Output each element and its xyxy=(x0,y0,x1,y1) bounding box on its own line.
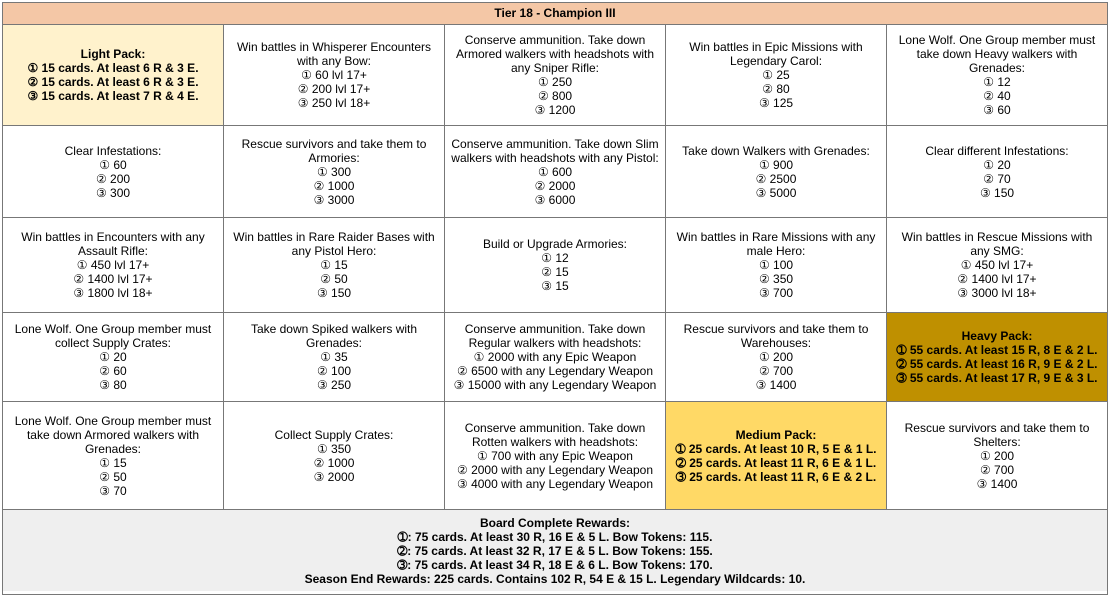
task-cell xyxy=(445,402,666,510)
task-description: Win battles in Rare Missions with any male Hero: xyxy=(676,230,876,258)
task-cell xyxy=(666,313,887,402)
task-goal-3: ③ 1400 xyxy=(755,378,797,392)
task-goal-2: ② 2000 with any Legendary Weapon xyxy=(456,462,653,477)
task-description: Lone Wolf. One Group member must take down Heavy walkers with Grenades: xyxy=(898,33,1096,75)
task-goal-2: ② 1400 lvl 17+ xyxy=(73,272,153,286)
season-end-rewards: Season End Rewards: 225 cards. Contains 102 R, 54 E & 15 L. Legendary Wildcards: 10. xyxy=(304,571,806,586)
task-goal-2: ② 100 xyxy=(316,364,352,378)
task-goal-3: ③ 70 xyxy=(99,483,127,498)
task-goal-3: ③ 15 xyxy=(541,279,569,293)
task-cell xyxy=(224,402,445,510)
task-cell xyxy=(224,25,445,126)
task-description: Win battles in Rare Raider Bases with any Pistol Hero: xyxy=(233,230,435,258)
task-description: Win battles in Epic Missions with Legendary Carol: xyxy=(689,40,863,68)
task-goal-3: ③ 1400 xyxy=(976,476,1018,491)
task-goal-2: ② 800 xyxy=(537,89,573,103)
task-cell xyxy=(3,218,224,313)
task-cell xyxy=(666,126,887,218)
task-goal-1: ① 25 xyxy=(762,68,790,82)
task-cell xyxy=(224,126,445,218)
pack-tier-3: ➂ 55 cards. At least 17 R, 9 E & 3 L. xyxy=(896,371,1098,385)
tier-board xyxy=(2,2,1108,595)
task-cell xyxy=(887,25,1107,126)
footer-reward-2: ➁: 75 cards. At least 32 R, 17 E & 5 L. Bow Tokens: 155. xyxy=(397,543,713,558)
task-goal-3: ③ 150 xyxy=(316,286,352,300)
task-goal-3: ③ 15000 with any Legendary Weapon xyxy=(453,378,657,392)
task-goal-3: ③ 300 xyxy=(95,185,131,200)
task-cell xyxy=(887,126,1107,218)
task-cell xyxy=(445,313,666,402)
pack-tier-2: ➁ 25 cards. At least 11 R, 6 E & 1 L. xyxy=(675,455,877,470)
pack-tier-3: ➂ 25 cards. At least 11 R, 6 E & 2 L. xyxy=(675,469,877,484)
task-grid xyxy=(3,25,1107,510)
task-goal-3: ③ 250 xyxy=(316,378,352,392)
task-description: Rescue survivors and take them to Armories: xyxy=(241,136,427,165)
task-description: Conserve ammunition. Take down Regular walkers with headshots: xyxy=(464,322,646,350)
task-goal-2: ② 1000 xyxy=(313,455,355,470)
task-goal-2: ② 2000 xyxy=(534,178,576,193)
task-goal-1: ① 450 lvl 17+ xyxy=(76,258,150,272)
task-goal-2: ② 1400 lvl 17+ xyxy=(957,272,1037,286)
task-description: Conserve ammunition. Take down Slim walkers with headshots with any Pistol: xyxy=(451,136,659,165)
footer-reward-3: ➂: 75 cards. At least 34 R, 18 E & 6 L. Bow Tokens: 170. xyxy=(397,557,713,572)
task-goal-1: ① 250 xyxy=(537,75,573,89)
task-goal-2: ② 80 xyxy=(762,82,790,96)
task-goal-3: ③ 3000 xyxy=(313,192,355,207)
light-pack-cell xyxy=(3,25,224,126)
task-goal-2: ② 700 xyxy=(979,462,1015,477)
task-goal-1: ① 35 xyxy=(320,350,348,364)
board-complete-rewards xyxy=(3,510,1107,591)
task-cell xyxy=(224,218,445,313)
task-goal-3: ③ 3000 lvl 18+ xyxy=(957,286,1037,300)
pack-tier-3: ③ 15 cards. At least 7 R & 4 E. xyxy=(27,89,199,103)
task-goal-1: ① 900 xyxy=(758,157,794,172)
task-goal-3: ③ 250 lvl 18+ xyxy=(297,96,371,110)
task-goal-2: ② 700 xyxy=(758,364,794,378)
task-goal-3: ③ 1200 xyxy=(534,103,576,117)
task-goal-2: ② 6500 with any Legendary Weapon xyxy=(456,364,653,378)
task-goal-3: ③ 2000 xyxy=(313,469,355,484)
task-goal-1: ① 20 xyxy=(99,350,127,364)
task-goal-1: ① 20 xyxy=(983,157,1011,172)
task-cell xyxy=(3,313,224,402)
task-goal-2: ② 70 xyxy=(983,171,1011,186)
task-cell xyxy=(887,402,1107,510)
task-goal-1: ① 12 xyxy=(983,75,1011,89)
pack-title: Medium Pack: xyxy=(735,427,817,442)
task-goal-2: ② 200 lvl 17+ xyxy=(297,82,371,96)
task-goal-3: ③ 80 xyxy=(99,378,127,392)
task-goal-1: ① 60 lvl 17+ xyxy=(301,68,367,82)
task-goal-3: ③ 700 xyxy=(758,286,794,300)
task-goal-1: ① 600 xyxy=(537,164,573,179)
task-goal-1: ① 200 xyxy=(758,350,794,364)
task-description: Rescue survivors and take them to Shelters: xyxy=(904,420,1090,449)
task-goal-1: ① 450 lvl 17+ xyxy=(960,258,1034,272)
task-goal-1: ① 15 xyxy=(320,258,348,272)
pack-tier-2: ② 15 cards. At least 6 R & 3 E. xyxy=(27,75,199,89)
task-goal-2: ② 15 xyxy=(541,265,569,279)
task-goal-1: ① 100 xyxy=(758,258,794,272)
task-goal-1: ① 300 xyxy=(316,164,352,179)
task-goal-2: ② 1000 xyxy=(313,178,355,193)
task-goal-3: ③ 5000 xyxy=(755,185,797,200)
task-goal-1: ① 700 with any Epic Weapon xyxy=(477,448,633,463)
task-goal-2: ② 2500 xyxy=(755,171,797,186)
task-description: Collect Supply Crates: xyxy=(274,427,394,442)
task-goal-2: ② 50 xyxy=(320,272,348,286)
task-goal-1: ① 350 xyxy=(316,441,352,456)
pack-tier-1: ➀ 55 cards. At least 15 R, 8 E & 2 L. xyxy=(896,343,1098,357)
footer-reward-1: ➀: 75 cards. At least 30 R, 16 E & 5 L. Bow Tokens: 115. xyxy=(397,529,713,544)
task-description: Build or Upgrade Armories: xyxy=(482,237,628,251)
heavy-pack-cell xyxy=(887,313,1107,402)
task-goal-2: ② 50 xyxy=(99,469,127,484)
task-description: Lone Wolf. One Group member must collect Supply Crates: xyxy=(14,322,212,350)
task-description: Rescue survivors and take them to Warehouses: xyxy=(683,322,869,350)
task-description: Clear different Infestations: xyxy=(925,143,1069,158)
task-description: Take down Spiked walkers with Grenades: xyxy=(250,322,418,350)
task-description: Win battles in Rescue Missions with any SMG: xyxy=(901,230,1093,258)
task-cell xyxy=(224,313,445,402)
task-goal-2: ② 60 xyxy=(99,364,127,378)
task-description: Win battles in Encounters with any Assault Rifle: xyxy=(21,230,205,258)
task-description: Clear Infestations: xyxy=(64,143,162,158)
task-cell xyxy=(445,25,666,126)
task-goal-3: ③ 150 xyxy=(979,185,1015,200)
task-description: Conserve ammunition. Take down Rotten walkers with headshots: xyxy=(464,420,646,449)
tier-title: Tier 18 - Champion III xyxy=(3,3,1107,25)
task-goal-1: ① 12 xyxy=(541,251,569,265)
task-cell xyxy=(666,218,887,313)
task-goal-1: ① 200 xyxy=(979,448,1015,463)
medium-pack-cell xyxy=(666,402,887,510)
task-cell xyxy=(666,25,887,126)
pack-tier-2: ➁ 55 cards. At least 16 R, 9 E & 2 L. xyxy=(896,357,1098,371)
task-goal-1: ① 2000 with any Epic Weapon xyxy=(473,350,637,364)
task-cell xyxy=(445,218,666,313)
task-goal-3: ③ 60 xyxy=(983,103,1011,117)
task-goal-1: ① 60 xyxy=(99,157,127,172)
footer-title: Board Complete Rewards: xyxy=(479,515,631,530)
pack-tier-1: ① 15 cards. At least 6 R & 3 E. xyxy=(27,61,199,75)
task-goal-3: ③ 6000 xyxy=(534,192,576,207)
task-goal-3: ③ 125 xyxy=(758,96,794,110)
pack-title: Light Pack: xyxy=(80,47,146,61)
pack-tier-1: ➀ 25 cards. At least 10 R, 5 E & 1 L. xyxy=(675,441,877,456)
task-cell xyxy=(3,126,224,218)
task-goal-2: ② 200 xyxy=(95,171,131,186)
task-cell xyxy=(887,218,1107,313)
task-cell xyxy=(445,126,666,218)
task-cell xyxy=(3,402,224,510)
task-description: Conserve ammunition. Take down Armored walkers with headshots with any Sniper Rifle: xyxy=(455,33,655,75)
pack-title: Heavy Pack: xyxy=(961,329,1033,343)
task-description: Lone Wolf. One Group member must take down Armored walkers with Grenades: xyxy=(14,413,212,456)
task-goal-1: ① 15 xyxy=(99,455,127,470)
task-description: Take down Walkers with Grenades: xyxy=(682,143,870,158)
task-goal-3: ③ 1800 lvl 18+ xyxy=(73,286,153,300)
task-goal-3: ③ 4000 with any Legendary Weapon xyxy=(456,476,653,491)
task-description: Win battles in Whisperer Encounters with any Bow: xyxy=(236,40,432,68)
task-goal-2: ② 350 xyxy=(758,272,794,286)
task-goal-2: ② 40 xyxy=(983,89,1011,103)
